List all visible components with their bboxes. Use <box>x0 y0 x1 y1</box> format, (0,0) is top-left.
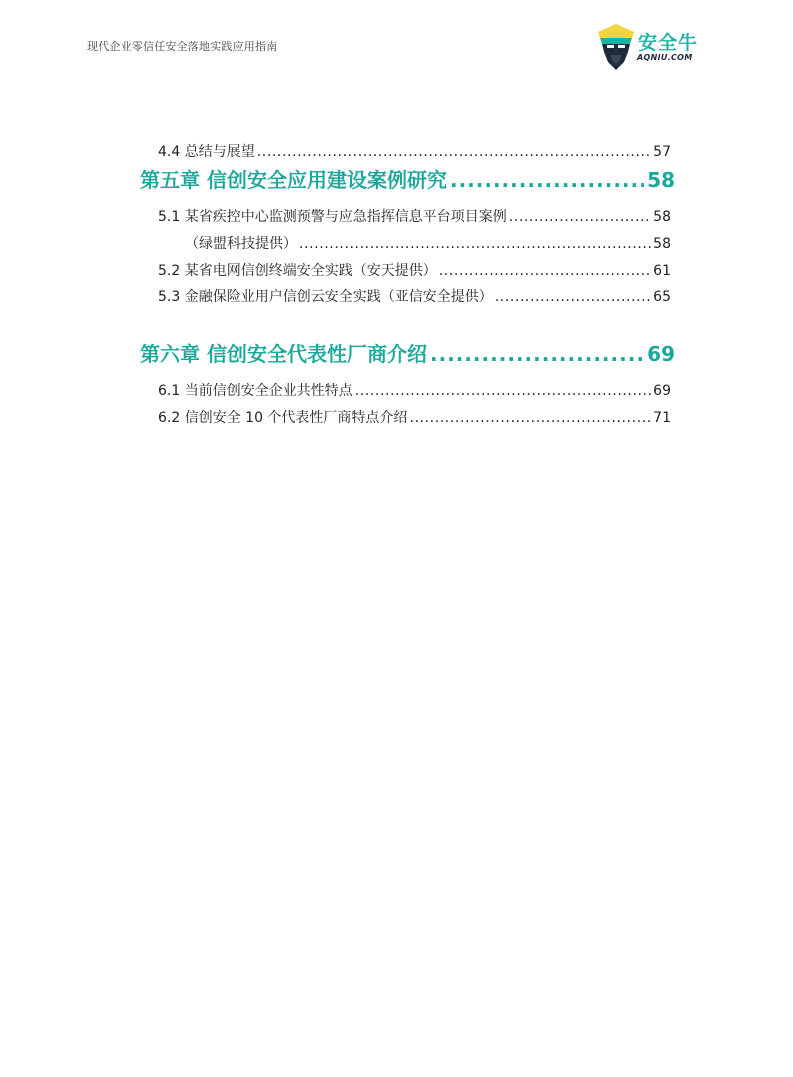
toc-entry-6-2[interactable] <box>158 409 671 427</box>
anquanniu-logo <box>596 22 706 72</box>
toc-chapter-page: 58 <box>647 168 675 192</box>
toc-entry-page: 58 <box>653 209 671 225</box>
toc-leader-dots <box>257 143 651 161</box>
toc-chapter-title: 第五章 信创安全应用建设案例研究 <box>140 168 447 192</box>
toc-leader-dots <box>495 288 651 306</box>
toc-entry-page: 61 <box>653 263 671 279</box>
toc-entry-title: （绿盟科技提供） <box>185 236 297 252</box>
toc-entry-title: 5.2 某省电网信创终端安全实践（安天提供） <box>158 263 437 279</box>
document-header-title: 现代企业零信任安全落地实践应用指南 <box>87 40 278 53</box>
toc-entry-6-1[interactable] <box>158 382 671 400</box>
toc-chapter-title: 第六章 信创安全代表性厂商介绍 <box>140 342 427 366</box>
toc-entry-4-4[interactable] <box>158 143 671 161</box>
toc-entry-5-1[interactable] <box>158 208 671 226</box>
toc-leader-dots <box>509 208 651 226</box>
bearded-warrior-icon <box>596 22 636 72</box>
toc-entry-title: 4.4 总结与展望 <box>158 144 255 160</box>
toc-entry-page: 65 <box>653 289 671 305</box>
toc-entry-title: 6.1 当前信创安全企业共性特点 <box>158 383 353 399</box>
toc-leader-dots <box>430 341 644 367</box>
toc-entry-page: 58 <box>653 236 671 252</box>
toc-entry-title: 6.2 信创安全 10 个代表性厂商特点介绍 <box>158 410 408 426</box>
toc-entry-5-2[interactable] <box>158 262 671 280</box>
logo-domain: AQNIU.COM <box>637 53 693 62</box>
toc-leader-dots <box>355 382 651 400</box>
toc-leader-dots <box>299 235 651 253</box>
toc-entry-page: 69 <box>653 383 671 399</box>
toc-entry-page: 71 <box>653 410 671 426</box>
toc-leader-dots <box>439 262 651 280</box>
logo-wordmark: 安全牛 <box>638 32 699 54</box>
toc-chapter-6[interactable] <box>140 341 675 367</box>
toc-entry-title: 5.1 某省疾控中心监测预警与应急指挥信息平台项目案例 <box>158 209 507 225</box>
toc-entry-page: 57 <box>653 144 671 160</box>
toc-chapter-page: 69 <box>647 342 675 366</box>
toc-leader-dots <box>409 409 651 427</box>
toc-entry-5-1-continued[interactable] <box>185 235 671 253</box>
toc-leader-dots <box>450 167 644 193</box>
toc-entry-title: 5.3 金融保险业用户信创云安全实践（亚信安全提供） <box>158 289 493 305</box>
toc-entry-5-3[interactable] <box>158 288 671 306</box>
toc-chapter-5[interactable] <box>140 167 675 193</box>
